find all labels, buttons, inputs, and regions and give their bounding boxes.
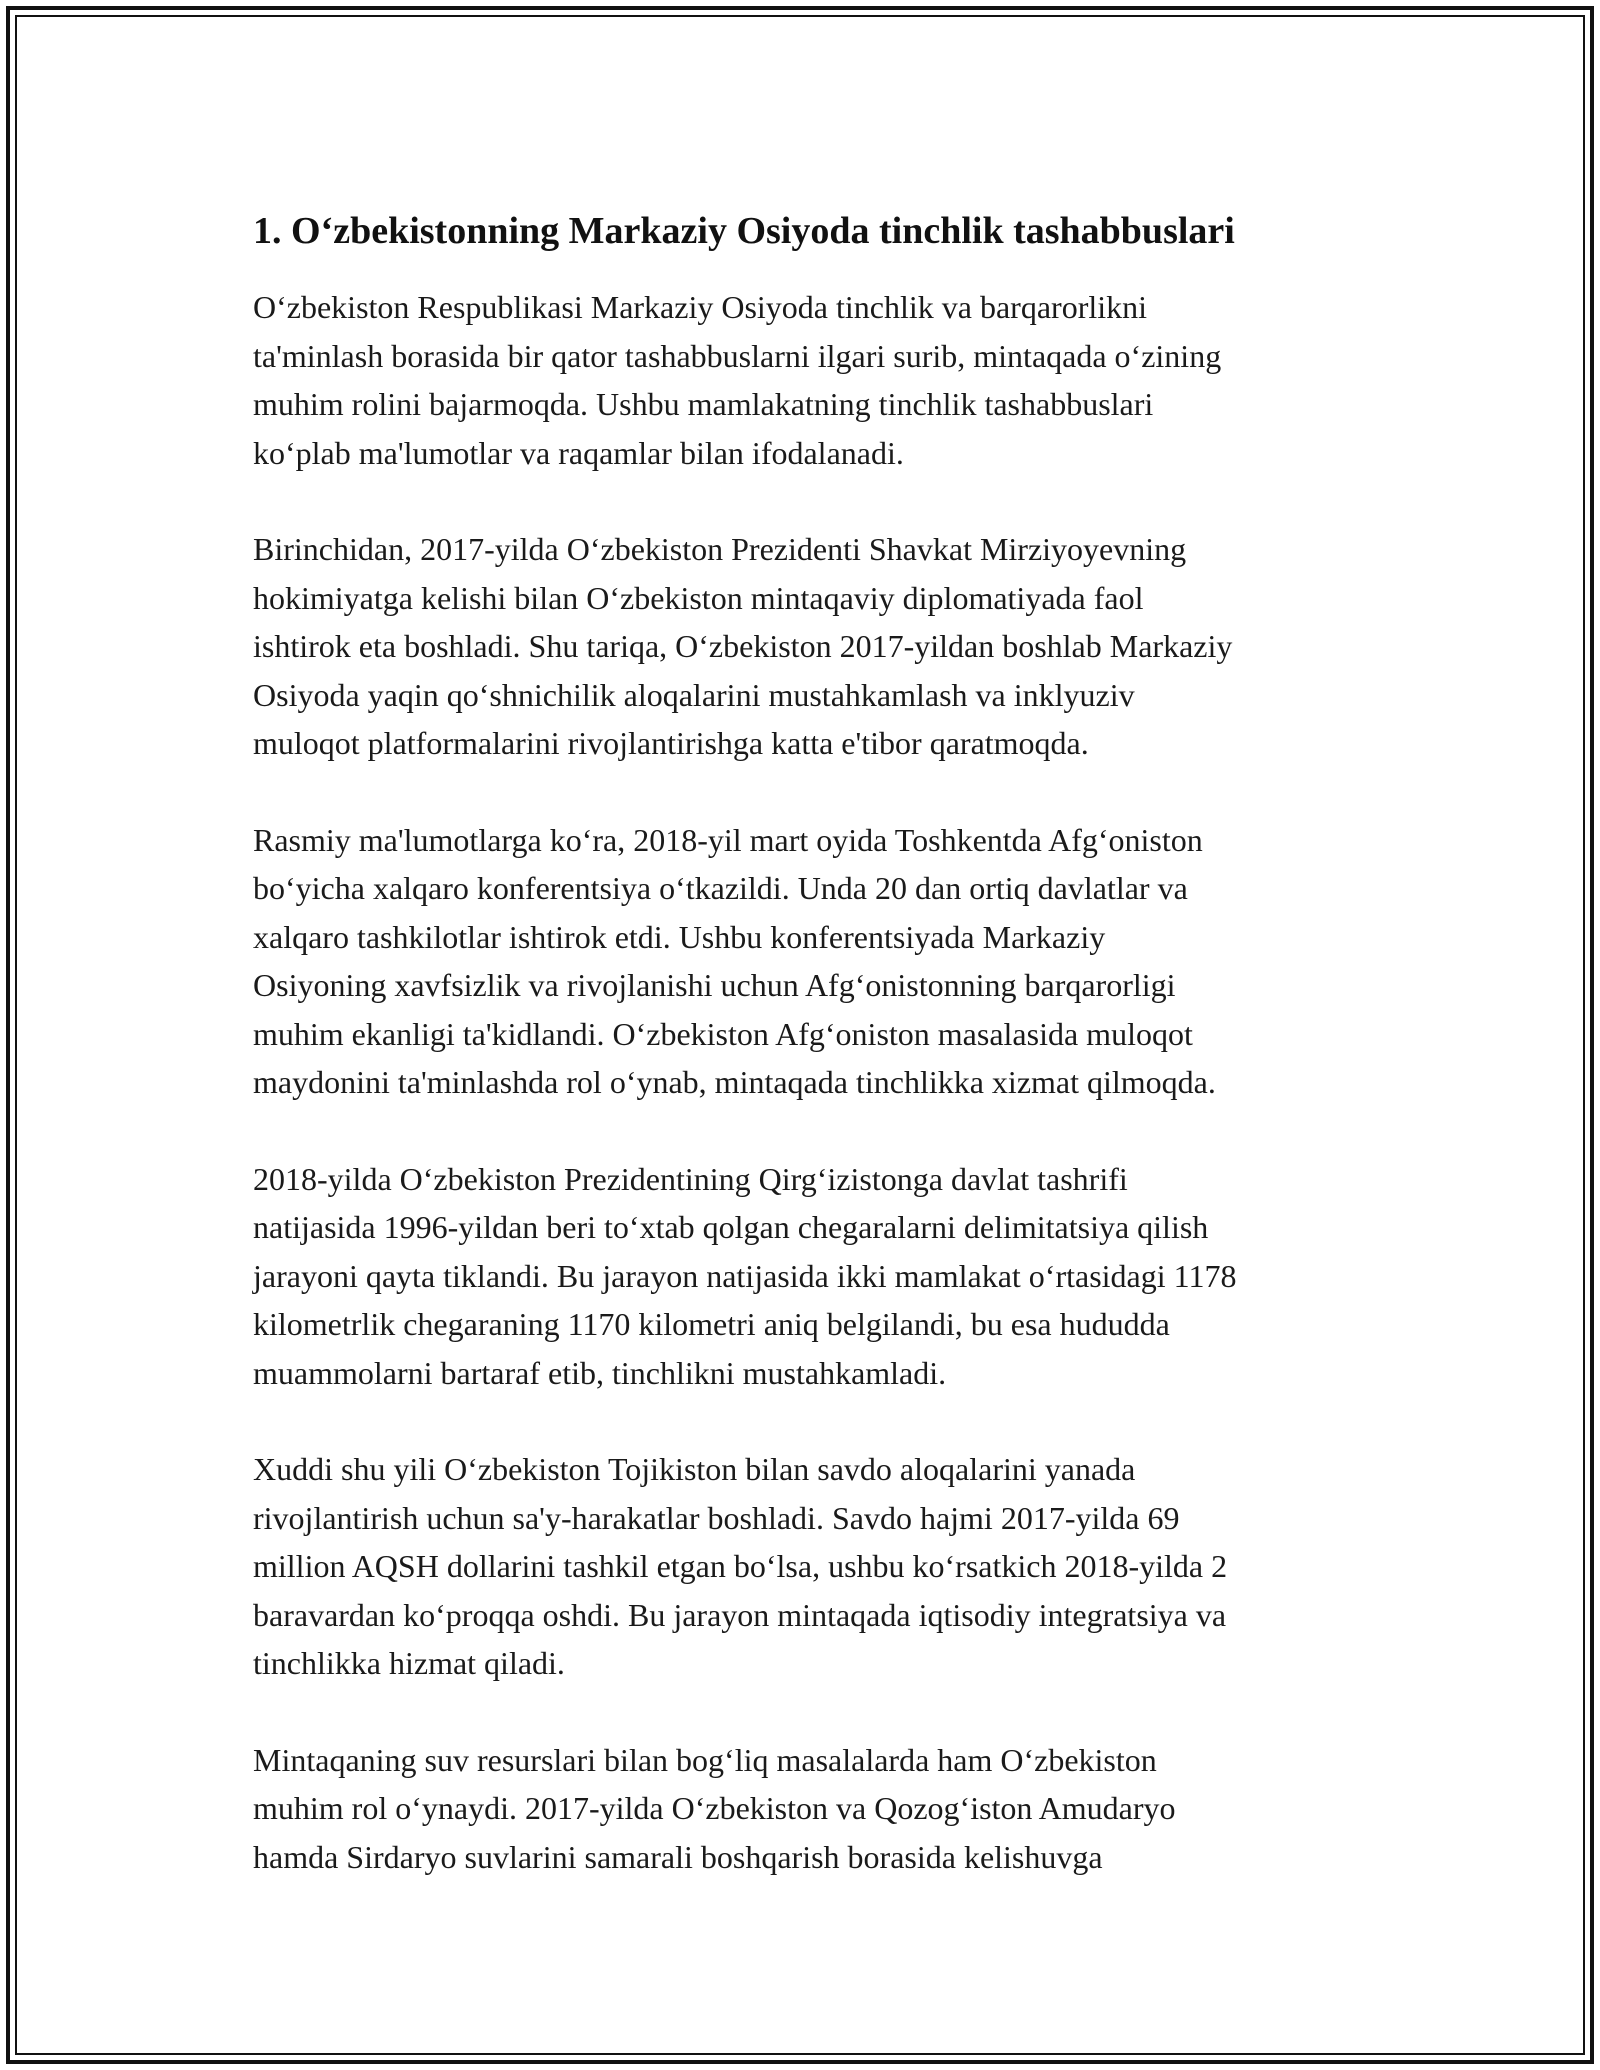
paragraph-tajikistan-trade: Xuddi shu yili O‘zbekiston Tojikiston bilan savdo aloqalarini yanada rivojlantirish uchun sa'y-harakatlar boshladi. Savdo hajmi 2017-yilda 69 million AQSH dollarini tashkil etgan bo‘lsa, ushbu ko‘rsatkich 2018-yilda 2 baravardan ko‘proqqa oshdi. Bu jarayon mintaqada iqtisodiy integratsiya va tinchlikka hizmat qiladi. (253, 1451, 1228, 1681)
paragraph-2017-diplomacy: Birinchidan, 2017-yilda O‘zbekiston Prezidenti Shavkat Mirziyoyevning hokimiyatga kelishi bilan O‘zbekiston mintaqaviy diplomatiyada faol ishtirok eta boshladi. Shu tariqa, O‘zbekiston 2017-yildan boshlab Markaziy Osiyoda yaqin qo‘shnichilik aloqalarini mustahkamlash va inklyuziv muloqot platformalarini rivojlantirishga katta e'tibor qaratmoqda. (253, 531, 1233, 761)
paragraph-intro: O‘zbekiston Respublikasi Markaziy Osiyoda tinchlik va barqarorlikni ta'minlash borasida bir qator tashabbuslarni ilgari surib, mintaqada o‘zining muhim rolini bajarmoqda. Ushbu mamlakatning tinchlik tashabbuslari ko‘plab ma'lumotlar va raqamlar bilan ifodalanadi. (253, 289, 1222, 471)
paragraph-afghanistan-conference: Rasmiy ma'lumotlarga ko‘ra, 2018-yil mart oyida Toshkentda Afg‘oniston bo‘yicha xalqaro konferentsiya o‘tkazildi. Unda 20 dan ortiq davlatlar va xalqaro tashkilotlar ishtirok etdi. Ushbu konferentsiyada Markaziy Osiyoning xavfsizlik va rivojlanishi uchun Afg‘onistonning barqarorligi muhim ekanligi ta'kidlandi. O‘zbekiston Afg‘oniston masalasida muloqot maydonini ta'minlashda rol o‘ynab, mintaqada tinchlikka xizmat qilmoqda. (253, 821, 1216, 1100)
page-frame (6, 6, 1594, 2064)
paragraph-kyrgyzstan-border: 2018-yilda O‘zbekiston Prezidentining Qirg‘izistonga davlat tashrifi natijasida 1996-yildan beri to‘xtab qolgan chegaralarni delimitatsiya qilish jarayoni qayta tiklandi. Bu jarayon natijasida ikki mamlakat o‘rtasidagi 1178 kilometrlik chegaraning 1170 kilometri aniq belgilandi, bu esa hududda muammolarni bartaraf etib, tinchlikni mustahkamladi. (253, 1160, 1237, 1391)
page-frame-inner-border (15, 15, 1585, 2055)
document-body (253, 205, 1393, 1929)
section-heading: 1. O‘zbekistonning Markaziy Osiyoda tinchlik tashabbuslari (253, 210, 1235, 252)
paragraph-water-resources: Mintaqaning suv resurslari bilan bog‘liq masalalarda ham O‘zbekiston muhim rol o‘ynaydi. 2017-yilda O‘zbekiston va Qozog‘iston Amudaryo hamda Sirdaryo suvlarini samarali boshqarish borasida kelishuvga (253, 1741, 1176, 1875)
